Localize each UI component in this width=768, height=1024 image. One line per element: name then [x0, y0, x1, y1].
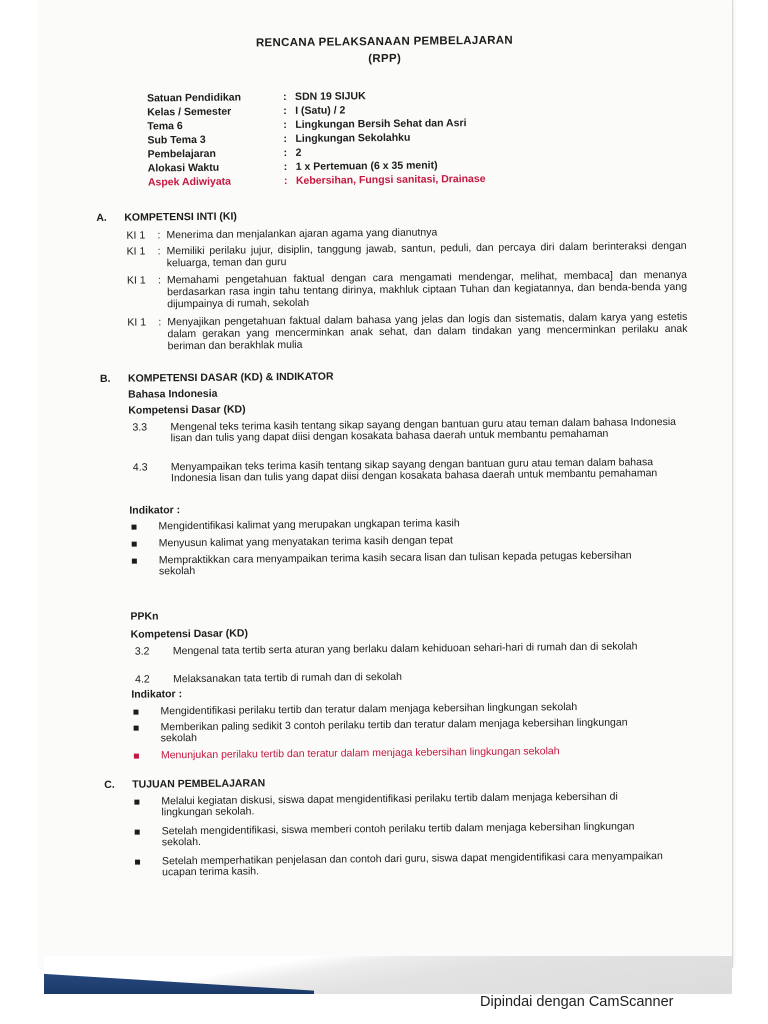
indikator-text: Mengidentifikasi kalimat yang merupakan ungkapan terima kasih [158, 517, 460, 533]
section-letter: A. [96, 211, 107, 225]
subject-heading: Bahasa Indonesia [128, 387, 218, 401]
identity-label: Aspek Adiwiyata [147, 175, 232, 189]
section-a-heading [96, 210, 237, 225]
indikator-item [132, 550, 662, 578]
ki-colon: : [157, 274, 161, 287]
indikator-item [131, 516, 661, 533]
identity-label: Sub Tema 3 [147, 133, 206, 147]
bullet-icon [135, 830, 140, 835]
indikator-text: Mengidentifikasi perilaku tertib dan teratur dalam menjaga kebersihan lingkungan sekolah [160, 700, 578, 718]
ki-item [127, 240, 687, 270]
ki-colon: : [157, 229, 161, 242]
tujuan-item [135, 821, 665, 849]
document-subtitle: (RPP) [368, 52, 402, 66]
subject-heading: PPKn [130, 610, 159, 623]
identity-label: Alokasi Waktu [147, 161, 220, 175]
tujuan-item [134, 791, 664, 819]
kd-heading: Kompetensi Dasar (KD) [130, 627, 248, 641]
indikator-text: Mempraktikkan cara menyampaikan terima kasih secara lisan dan tulisan kepada petugas kebersihan sekolah [158, 549, 632, 578]
identity-colon: : [283, 119, 287, 132]
identity-colon: : [283, 105, 287, 118]
ki-text: Memiliki perilaku jujur, disiplin, tanggung jawab, santun, peduli, dan percaya diri dalam berinteraksi dengan keluarga, teman dan guru [166, 239, 687, 270]
identity-colon: : [283, 147, 288, 160]
kd-text: Melaksanakan tata tertib di rumah dan di sekolah [173, 670, 402, 686]
identity-value: I (Satu) / 2 [295, 104, 346, 117]
identity-value: Lingkungan Sekolahku [295, 131, 411, 145]
kd-heading: Kompetensi Dasar (KD) [128, 403, 246, 417]
indikator-item [133, 701, 663, 718]
ki-code: KI 1 [126, 229, 146, 242]
ki-text: Memahami pengetahuan faktual dengan cara mengamati mendengar, melihat, membaca] dan menanya berdasarkan rasa ingin tahu tentang dirinya, makhluk ciptaan Tuhan dan kegiatannya, dan benda-benda yang dijumpainya di rumah, sekolah [166, 268, 688, 311]
indikator-text: Menunjukan perilaku tertib dan teratur dalam menjaga kebersihan lingkungan sekolah [160, 745, 560, 762]
section-letter: C. [104, 778, 115, 791]
kd-number: 3.3 [132, 421, 148, 434]
indikator-heading: Indikator : [129, 504, 181, 517]
ki-colon: : [157, 245, 161, 258]
identity-value: Lingkungan Bersih Sehat dan Asri [295, 117, 467, 131]
bullet-icon [134, 800, 139, 805]
ki-item [126, 224, 686, 242]
tujuan-text: Melalui kegiatan diskusi, siswa dapat mengidentifikasi perilaku tertib dalam menjaga kebersihan di lingkungan sekolah. [161, 790, 618, 819]
identity-row [147, 131, 410, 148]
ki-code: KI 1 [126, 274, 146, 287]
tujuan-text: Setelah memperhatikan penjelasan dan contoh dari guru, siswa dapat mengidentifikasi cara menyampaikan ucapan terima kasih. [161, 850, 663, 879]
identity-row-adiwiyata [148, 172, 486, 190]
identity-label: Pembelajaran [147, 147, 216, 161]
bullet-icon [135, 860, 140, 865]
kd-number: 4.3 [132, 461, 148, 474]
bullet-icon [133, 710, 138, 715]
indikator-text: Menyusun kalimat yang menyatakan terima kasih dengan tepat [158, 534, 453, 550]
section-b-heading [99, 370, 334, 385]
identity-colon: : [283, 175, 288, 188]
indikator-text: Memberikan paling sedikit 3 contoh perilaku tertib dan teratur dalam menjaga kebersihan lingkungan sekolah [160, 716, 628, 745]
identity-colon: : [283, 133, 288, 146]
bullet-icon [132, 559, 137, 564]
identity-label: Tema 6 [147, 120, 183, 133]
identity-label: Satuan Pendidikan [146, 91, 242, 105]
kd-text: Menyampaikan teks terima kasih tentang sikap sayang dengan bantuan guru atau teman dalam bahasa Indonesia lisan dan tulis yang dapat diisi dengan kosakata bahasa daerah untuk membantu pemahaman [170, 456, 658, 485]
indikator-item-highlight [134, 745, 664, 762]
section-title: KOMPETENSI DASAR (KD) & INDIKATOR [127, 370, 334, 385]
ki-code: KI 1 [126, 245, 146, 258]
kd-item [135, 669, 695, 686]
ki-item [127, 311, 687, 353]
identity-colon: : [282, 91, 287, 104]
document-title: RENCANA PELAKSANAAN PEMBELAJARAN [255, 34, 514, 50]
kd-item [132, 417, 692, 445]
ki-colon: : [158, 316, 162, 329]
section-title: TUJUAN PEMBELAJARAN [132, 777, 266, 791]
identity-value: 1 x Pertemuan (6 x 35 menit) [295, 159, 438, 173]
bullet-icon [132, 525, 137, 530]
indikator-heading: Indikator : [131, 688, 183, 701]
indikator-item [134, 717, 664, 745]
kd-number: 3.2 [134, 645, 150, 658]
section-c-heading [104, 777, 266, 791]
bullet-icon [134, 754, 139, 759]
kd-item [135, 641, 695, 658]
tujuan-item [135, 851, 665, 879]
kd-number: 4.2 [135, 673, 150, 686]
ki-item [127, 269, 687, 311]
kd-text: Mengenal tata tertib serta aturan yang berlaku dalam kehiduoan sehari-hari di rumah dan di sekolah [172, 640, 638, 658]
kd-text: Mengenal teks terima kasih tentang sikap sayang dengan bantuan guru atau teman dalam bahasa Indonesia lisan dan tulis yang dapat diisi dengan kosakata bahasa daerah untuk membantu pemahaman [170, 415, 677, 445]
identity-label: Kelas / Semester [147, 105, 232, 119]
identity-value: Kebersihan, Fungsi sanitasi, Drainase [295, 172, 486, 187]
ki-text: Menerima dan menjalankan ajaran agama yang dianutnya [166, 226, 438, 242]
ki-text: Menyajikan pengetahuan faktual dalam bahasa yang jelas dan logis dan sistematis, dalam karya yang estetis dalam gerakan yang mencerminkan anak sehat, dan dalam tindakan yang mencerminkan perilaku anak beriman dan berakhlak mulia [167, 310, 688, 353]
bullet-icon [134, 726, 139, 731]
ki-code: KI 1 [127, 316, 147, 329]
section-title: KOMPETENSI INTI (KI) [124, 210, 237, 224]
identity-colon: : [283, 161, 288, 174]
camscanner-watermark: Dipindai dengan CamScanner [480, 994, 674, 1010]
bullet-icon [132, 542, 137, 547]
identity-value: 2 [295, 146, 302, 159]
identity-value: SDN 19 SIJUK [294, 90, 366, 103]
section-letter: B. [99, 372, 111, 385]
indikator-item [132, 533, 662, 550]
tujuan-text: Setelah mengidentifikasi, siswa memberi contoh perilaku tertib dalam menjaga kebersihan lingkungan sekolah. [161, 820, 635, 849]
kd-item [133, 457, 693, 485]
